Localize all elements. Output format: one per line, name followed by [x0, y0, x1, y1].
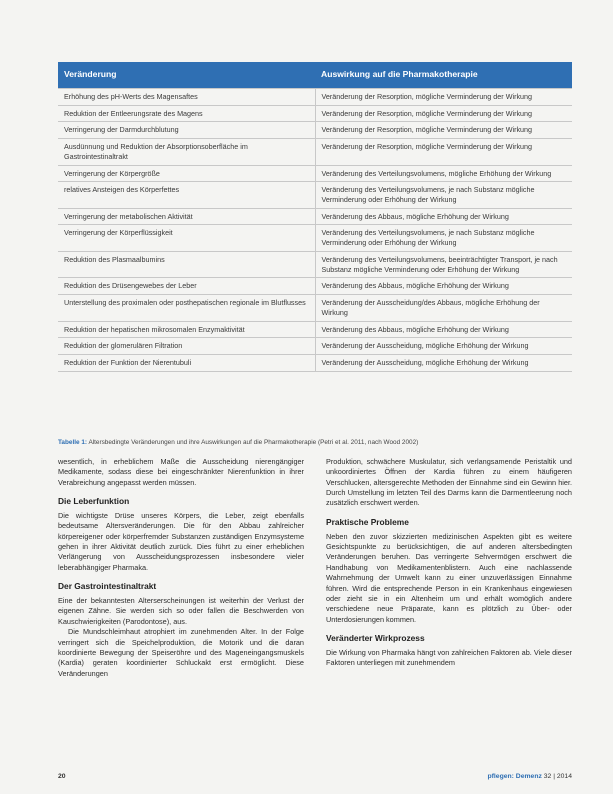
cell-change: Verringerung der Darmdurchblutung — [58, 122, 315, 139]
table-row — [58, 338, 572, 355]
table-row — [58, 182, 572, 208]
cell-effect: Veränderung des Abbaus, mögliche Erhöhung der Wirkung — [315, 278, 572, 295]
right-column — [326, 457, 572, 669]
magazine-issue: 32 | 2014 — [543, 773, 572, 780]
table-caption — [58, 439, 572, 446]
paragraph: Die Wirkung von Pharmaka hängt von zahlreichen Faktoren ab. Viele dieser Faktoren unterliegen mit zunehmendem — [326, 647, 572, 668]
table-row — [58, 295, 572, 321]
cell-change: Unterstellung des proximalen oder posthepatischen regionale im Blutflusses — [58, 295, 315, 321]
table-row — [58, 122, 572, 139]
cell-change: Reduktion der glomerulären Filtration — [58, 338, 315, 355]
cell-change: Reduktion der hepatischen mikrosomalen Enzymaktivität — [58, 321, 315, 338]
paragraph: Die Mundschleimhaut atrophiert im zunehmenden Alter. In der Folge verringert sich die Speichelproduktion, die Motorik und die daran koordinierte Bewegung der Speiseröhre und des Mageneingangsmuskels (Kardia) geraten koordinierter Schluckakt erst ermöglicht. Diese Veränderungen — [58, 627, 304, 678]
table-row — [58, 278, 572, 295]
table-row — [58, 354, 572, 371]
cell-effect: Veränderung der Resorption, mögliche Verminderung der Wirkung — [315, 122, 572, 139]
section-heading: Veränderter Wirkprozess — [326, 632, 425, 643]
cell-effect: Veränderung der Ausscheidung, mögliche Erhöhung der Wirkung — [315, 338, 572, 355]
section-heading: Praktische Probleme — [326, 516, 409, 527]
cell-change: relatives Ansteigen des Körperfettes — [58, 182, 315, 208]
cell-change: Erhöhung des pH-Werts des Magensaftes — [58, 89, 315, 106]
cell-change: Ausdünnung und Reduktion der Absorptionsoberfläche im Gastrointestinaltrakt — [58, 139, 315, 165]
caption-text: Altersbedingte Veränderungen und ihre Auswirkungen auf die Pharmakotherapie (Petri et al. 2011, nach Wood 2002) — [88, 439, 419, 446]
caption-label: Tabelle 1: — [58, 439, 88, 446]
table-row — [58, 139, 572, 165]
cell-effect: Veränderung der Resorption, mögliche Verminderung der Wirkung — [315, 105, 572, 122]
cell-effect: Veränderung des Verteilungsvolumens, je nach Substanz mögliche Verminderung oder Erhöhung der Wirkung — [315, 182, 572, 208]
paragraph: Neben den zuvor skizzierten medizinischen Aspekten gibt es weitere Gesichtspunkte zu berücksichtigen, die auf anderen altersbedingten Veränderungen beruhen. Das verringerte Sehvermögen erschwert die Handhabung von Medikamentenblistern. Auch eine nachlassende Wahrnehmung der Umwelt kann zu einer unzuverlässigen Einnahme führen. Wird die entsprechende Person in ein Krankenhaus eingewiesen oder zieht sie in ein Altenheim um und erhält womöglich andere verschiedene neue Präparate, kann es plötzlich zu Über- oder Unterdosierungen kommen. — [326, 531, 572, 624]
table-row — [58, 225, 572, 251]
cell-change: Verringerung der metabolischen Aktivität — [58, 208, 315, 225]
table-row — [58, 321, 572, 338]
pharmacotherapy-table — [58, 62, 572, 372]
cell-change: Verringerung der Körpergröße — [58, 165, 315, 182]
left-column — [58, 457, 304, 679]
table-row — [58, 105, 572, 122]
cell-effect: Veränderung des Abbaus, mögliche Erhöhung der Wirkung — [315, 208, 572, 225]
magazine-reference — [487, 773, 572, 780]
cell-effect: Veränderung der Resorption, mögliche Verminderung der Wirkung — [315, 89, 572, 106]
table-row — [58, 165, 572, 182]
column-header-change: Veränderung — [58, 62, 315, 89]
paragraph: Eine der bekanntesten Alterserscheinungen ist weiterhin der Verlust der eigenen Zähne. Sie werden sich so oder fallen die Beschwerden von Kauschwierigkeiten (Parodontose), aus. — [58, 596, 304, 626]
cell-effect: Veränderung der Ausscheidung, mögliche Erhöhung der Wirkung — [315, 354, 572, 371]
cell-effect: Veränderung der Resorption, mögliche Verminderung der Wirkung — [315, 139, 572, 165]
cell-change: Verringerung der Körperflüssigkeit — [58, 225, 315, 251]
cell-change: Reduktion der Entleerungsrate des Magens — [58, 105, 315, 122]
table-row — [58, 208, 572, 225]
cell-change: Reduktion des Plasmaalbumins — [58, 251, 315, 277]
magazine-name: pflegen: Demenz — [487, 773, 542, 780]
cell-change: Reduktion des Drüsengewebes der Leber — [58, 278, 315, 295]
cell-effect: Veränderung des Verteilungsvolumens, je nach Substanz mögliche Verminderung oder Erhöhung der Wirkung — [315, 225, 572, 251]
cell-effect: Veränderung des Verteilungsvolumens, beeinträchtigter Transport, je nach Substanz mögliche Verminderung oder Erhöhung der Wirkung — [315, 251, 572, 277]
cell-effect: Veränderung des Abbaus, mögliche Erhöhung der Wirkung — [315, 321, 572, 338]
paragraph: wesentlich, in erheblichem Maße die Ausscheidung nierengängiger Medikamente, sodass diese bei eingeschränkter Nierenfunktion in ihrer Verabreichung angepasst werden müssen. — [58, 457, 304, 487]
table-row — [58, 89, 572, 106]
page-number: 20 — [58, 773, 66, 780]
column-header-effect: Auswirkung auf die Pharmakotherapie — [315, 62, 572, 89]
table-row — [58, 251, 572, 277]
paragraph: Die wichtigste Drüse unseres Körpers, die Leber, zeigt ebenfalls bedeutsame Altersveränderungen. Die für den Abbau zahlreicher körpereigener oder körperfremder Substanzen zuständigen Enzymsysteme gehen in ihrer Aktivität deutlich zurück. Dies führt zu einer erheblichen Verlängerung von Ausscheidungsprozessen insbesondere vieler leberabhängiger Pharmaka. — [58, 511, 304, 572]
section-heading: Der Gastrointestinaltrakt — [58, 581, 157, 592]
section-heading: Die Leberfunktion — [58, 496, 130, 507]
table-header-row — [58, 62, 572, 89]
cell-effect: Veränderung des Verteilungsvolumens, mögliche Erhöhung der Wirkung — [315, 165, 572, 182]
cell-change: Reduktion der Funktion der Nierentubuli — [58, 354, 315, 371]
paragraph: Produktion, schwächere Muskulatur, sich verlangsamende Peristaltik und unkoordiniertes Öffnen der Kardia führen zu einem häufigeren Verschlucken, altersgerechte Methoden der Einnahme sind ein Gewinn hier. Durch Umstellung im letzten Teil des Darms kann die Darmentleerung noch zusätzlich erschwert werden. — [326, 457, 572, 508]
cell-effect: Veränderung der Ausscheidung/des Abbaus, mögliche Erhöhung der Wirkung — [315, 295, 572, 321]
